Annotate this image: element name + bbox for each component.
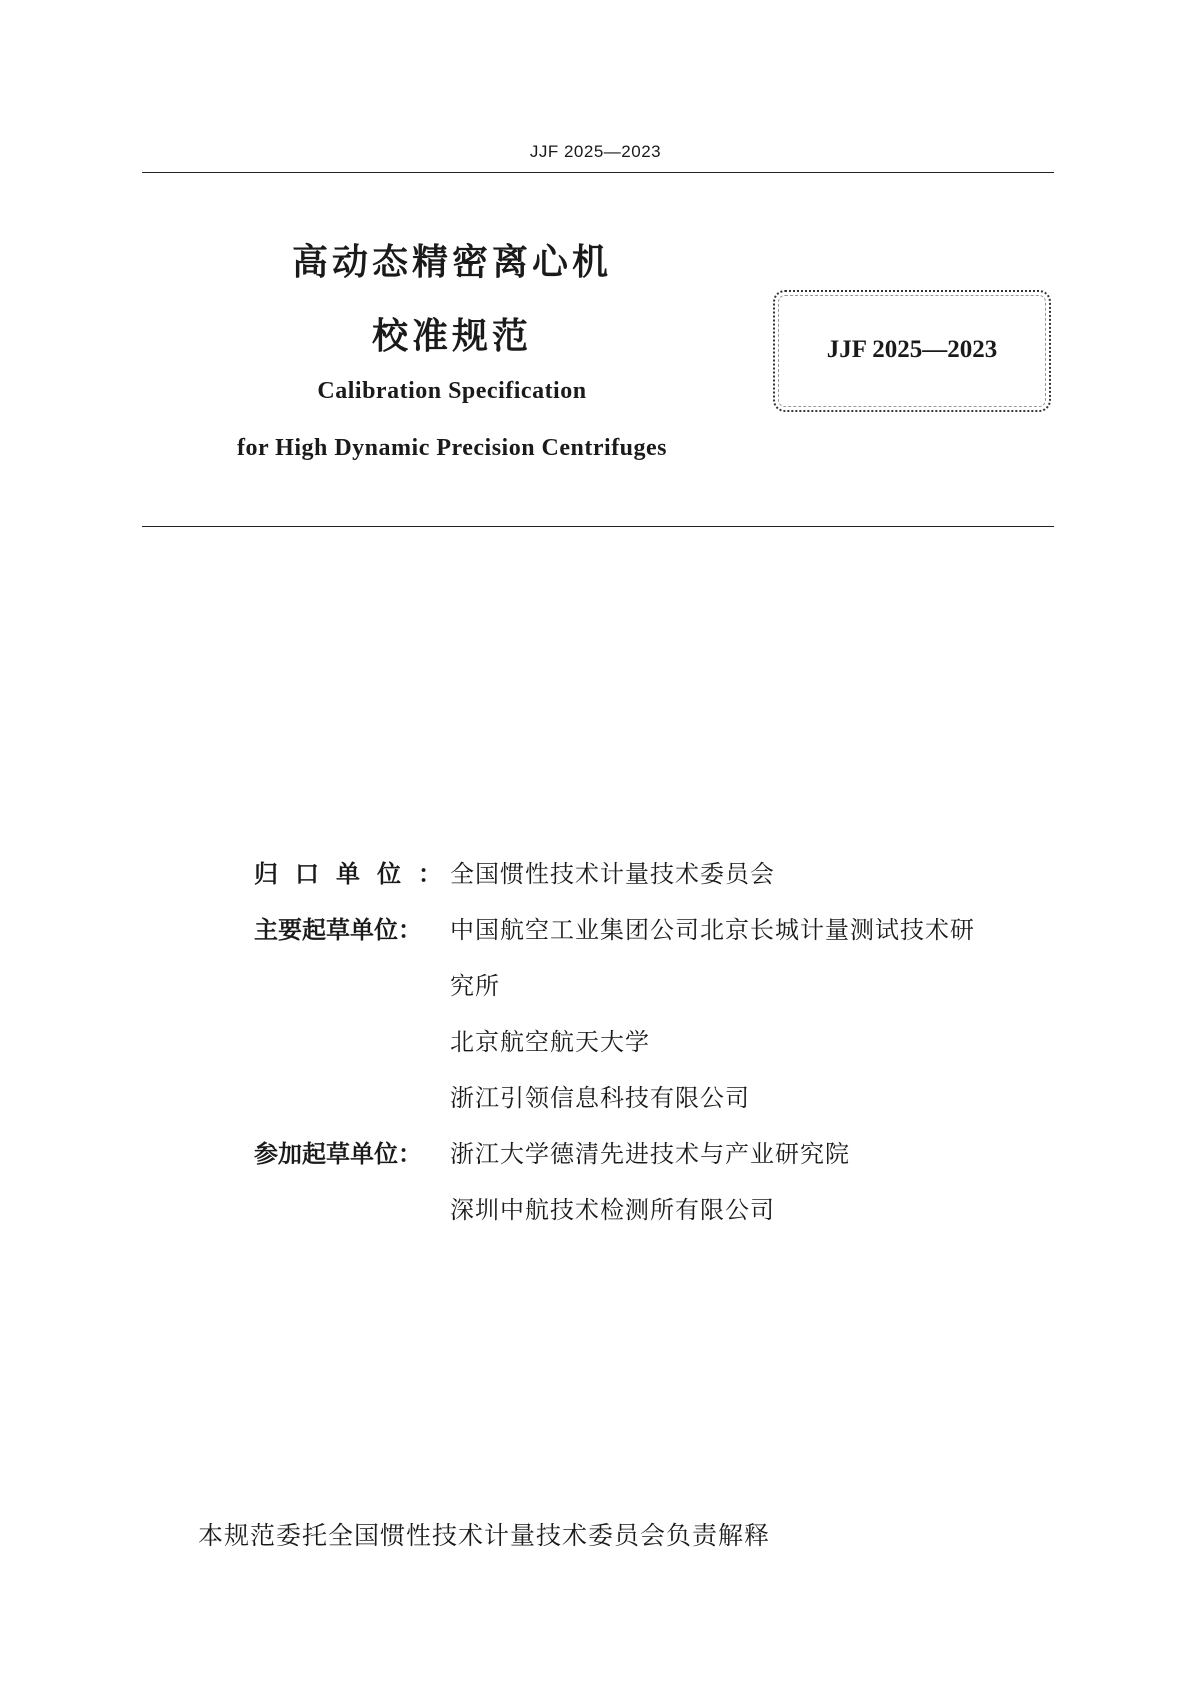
- unit-label-main-drafting: [254, 902, 450, 958]
- standard-code-box: [773, 290, 1051, 412]
- unit-value: 中国航空工业集团公司北京长城计量测试技术研: [450, 916, 975, 944]
- bottom-rule: [142, 526, 1054, 527]
- unit-values-responsible: [450, 846, 1054, 902]
- unit-values-main-drafting: [450, 902, 1054, 1126]
- unit-value: 浙江大学德清先进技术与产业研究院: [450, 1140, 850, 1168]
- unit-colon: ：: [398, 1140, 422, 1168]
- title-english-line-1: Calibration Specification: [317, 378, 587, 404]
- unit-label-text: 参加起草单位: [254, 1140, 398, 1168]
- unit-colon: ：: [398, 916, 422, 944]
- interpretation-note: 本规范委托全国惯性技术计量技术委员会负责解释: [198, 1521, 771, 1550]
- unit-label-text: 归口单位: [254, 860, 418, 888]
- unit-value: 深圳中航技术检测所有限公司: [450, 1196, 775, 1224]
- unit-value: 北京航空航天大学: [450, 1028, 650, 1056]
- unit-label-participating: [254, 1126, 450, 1182]
- unit-value: 究所: [450, 972, 500, 1000]
- top-rule: [142, 172, 1054, 173]
- unit-colon: ：: [418, 860, 442, 888]
- title-chinese-line-2: 校准规范: [371, 316, 532, 357]
- unit-label-responsible: [254, 846, 450, 902]
- unit-value: 全国惯性技术计量技术委员会: [450, 860, 775, 888]
- unit-value: 浙江引领信息科技有限公司: [450, 1084, 750, 1112]
- unit-row-main-drafting: [254, 902, 1054, 1126]
- unit-values-participating: [450, 1126, 1054, 1238]
- header-standard-code: JJF 2025—2023: [529, 142, 662, 161]
- standard-code-box-text: JJF 2025—2023: [826, 336, 998, 363]
- title-english-line-2: for High Dynamic Precision Centrifuges: [236, 435, 668, 461]
- drafting-units: [254, 846, 1054, 1238]
- unit-row-participating: [254, 1126, 1054, 1238]
- title-chinese-line-1: 高动态精密离心机: [291, 242, 612, 283]
- unit-row-responsible: [254, 846, 1054, 902]
- unit-label-text: 主要起草单位: [254, 916, 398, 944]
